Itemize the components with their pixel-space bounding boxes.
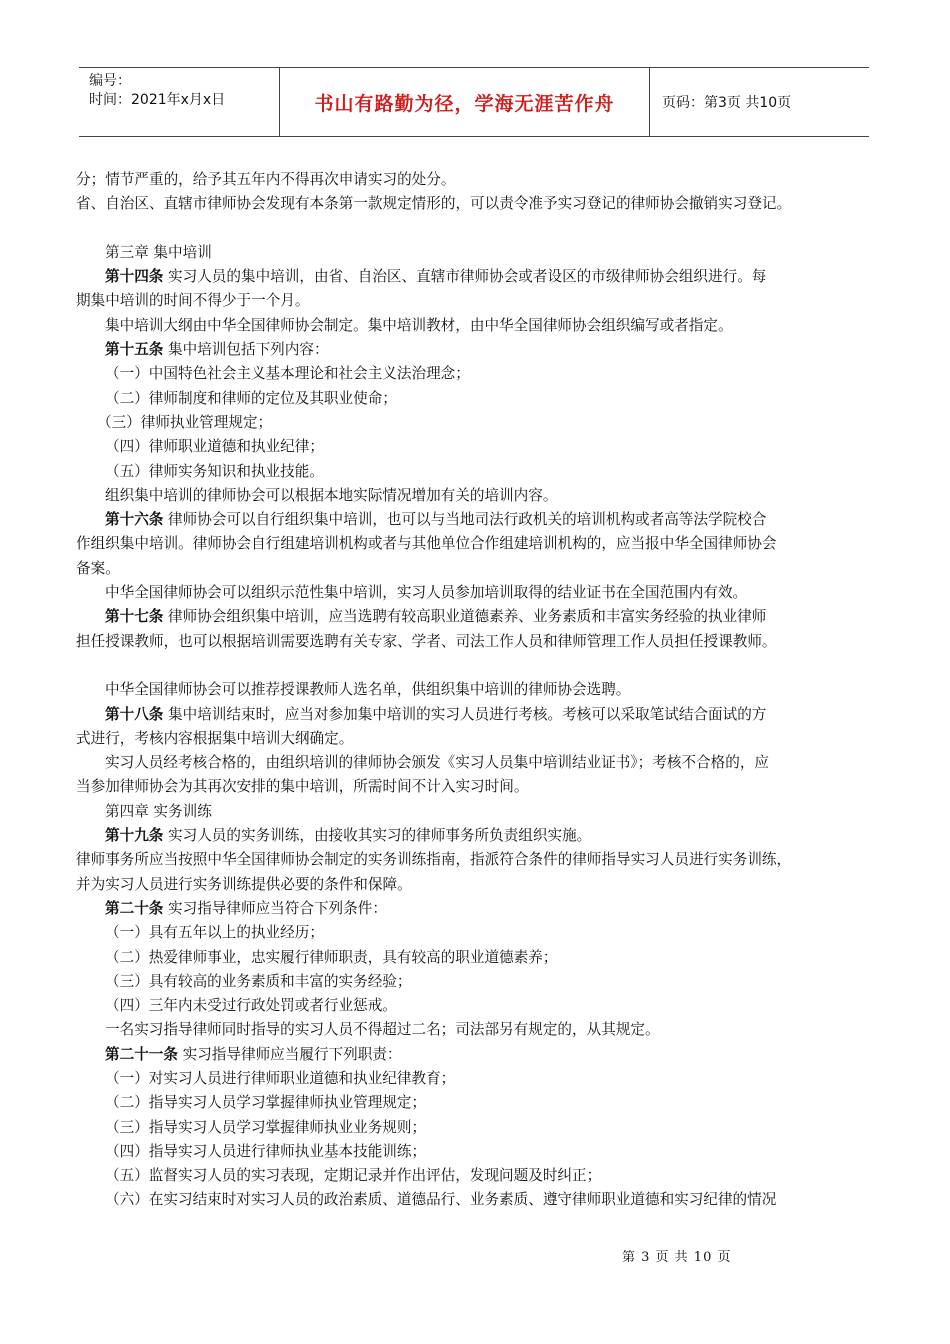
paragraph-line [76, 192, 882, 216]
paragraph-line [76, 848, 882, 872]
paragraph-line [76, 800, 882, 824]
paragraph-line [76, 289, 882, 313]
paragraph-line [76, 581, 882, 605]
header-left-cell [79, 68, 280, 136]
paragraph-line [76, 1043, 882, 1067]
line-text: （六）在实习结束时对实习人员的政治素质、道德品行、业务素质、遵守律师职业道德和实习纪律的情况 [105, 1191, 777, 1209]
line-text: 分；情节严重的，给予其五年内不得再次申请实习的处分。 [76, 171, 456, 188]
paragraph-line [76, 970, 882, 994]
document-time-label: 时间：2021年x月x日 [89, 92, 226, 108]
line-text: 实习人员的集中培训，由省、自治区、直辖市律师协会或者设区的市级律师协会组织进行。每 [163, 268, 767, 286]
paragraph-line [76, 727, 882, 751]
paragraph-line [76, 435, 882, 459]
blank-line [76, 217, 882, 241]
paragraph-line [76, 1116, 882, 1140]
line-text: 作组织集中培训。律师协会自行组建培训机构或者与其他单位合作组建培训机构的，应当报中华全国律师协会 [76, 535, 777, 553]
document-number-label: 编号： [89, 73, 131, 89]
line-text: （三）指导实习人员学习掌握律师执业业务规则； [105, 1118, 427, 1136]
line-text: 当参加律师协会为其再次安排的集中培训，所需时间不计入实习时间。 [76, 778, 529, 796]
line-text: 律师协会可以自行组织集中培训，也可以与当地司法行政机关的培训机构或者高等法学院校合 [163, 511, 767, 529]
paragraph-line [76, 678, 882, 702]
paragraph-line [76, 1164, 882, 1188]
paragraph-line [76, 532, 882, 556]
line-text: 一名实习指导律师同时指导的实习人员不得超过二名；司法部另有规定的，从其规定。 [105, 1021, 660, 1039]
article-number: 第十九条 [105, 827, 164, 845]
line-text: （三）具有较高的业务素质和丰富的实务经验； [105, 972, 412, 990]
paragraph-line [76, 703, 882, 727]
article-number: 第十七条 [105, 608, 164, 626]
line-text: 实习人员经考核合格的，由组织培训的律师协会颁发《实习人员集中培训结业证书》；考核不合格的，应 [105, 754, 770, 772]
line-text: （四）三年内未受过行政处罚或者行业惩戒。 [105, 997, 397, 1015]
article-number: 第十八条 [105, 705, 164, 723]
line-text: （一）具有五年以上的执业经历； [105, 924, 324, 942]
paragraph-line [76, 946, 882, 970]
paragraph-line [76, 265, 882, 289]
line-text: 第三章 集中培训 [105, 243, 212, 261]
line-text: 律师事务所应当按照中华全国律师协会制定的实务训练指南，指派符合条件的律师指导实习人员进行实务训练， [76, 851, 792, 869]
article-number: 第二十条 [105, 899, 164, 917]
article-number: 第十五条 [105, 341, 164, 359]
header-page-info: 页码：第3页 共10页 [662, 95, 792, 111]
line-text: 省、自治区、直辖市律师协会发现有本条第一款规定情形的，可以责令准予实习登记的律师协会撤销实习登记。 [76, 195, 792, 213]
paragraph-line [76, 873, 882, 897]
line-text: 担任授课教师，也可以根据培训需要选聘有关专家、学者、司法工作人员和律师管理工作人员担任授课教师。 [76, 632, 777, 650]
paragraph-line [76, 411, 882, 435]
blank-line [76, 654, 882, 678]
line-text: （二）热爱律师事业，忠实履行律师职责，具有较高的职业道德素养； [105, 948, 558, 966]
paragraph-line [76, 1018, 882, 1042]
paragraph-line [76, 630, 882, 654]
paragraph-line [76, 508, 882, 532]
paragraph-line [76, 897, 882, 921]
line-text: 第四章 实务训练 [105, 802, 212, 820]
article-number: 第十六条 [105, 511, 164, 529]
paragraph-line [76, 338, 882, 362]
article-number: 第十四条 [105, 268, 164, 286]
paragraph-line [76, 460, 882, 484]
paragraph-line [76, 387, 882, 411]
line-text: 并为实习人员进行实务训练提供必要的条件和保障。 [76, 875, 412, 893]
line-text: 集中培训包括下列内容： [163, 341, 329, 359]
line-text: 中华全国律师协会可以推荐授课教师人选名单，供组织集中培训的律师协会选聘。 [105, 681, 631, 699]
header-motto: 书山有路勤为径，学海无涯苦作舟 [280, 68, 650, 136]
paragraph-line [76, 775, 882, 799]
line-text: 中华全国律师协会可以组织示范性集中培训，实习人员参加培训取得的结业证书在全国范围内有效。 [105, 584, 748, 602]
line-text: （五）监督实习人员的实习表现，定期记录并作出评估，发现问题及时纠正； [105, 1167, 602, 1185]
paragraph-line [76, 751, 882, 775]
paragraph-line [76, 557, 882, 581]
line-text: 集中培训大纲由中华全国律师协会制定。集中培训教材，由中华全国律师协会组织编写或者指定。 [105, 316, 733, 334]
line-text: （四）律师职业道德和执业纪律； [105, 438, 324, 456]
paragraph-line [76, 1188, 882, 1212]
line-text: 实习指导律师应当履行下列职责： [177, 1045, 402, 1063]
page-header [79, 67, 869, 137]
paragraph-line [76, 362, 882, 386]
paragraph-line [76, 241, 882, 265]
paragraph-line [76, 994, 882, 1018]
document-body [76, 168, 882, 1213]
line-text: （二）律师制度和律师的定位及其职业使命； [105, 389, 397, 407]
line-text: （三）律师执业管理规定； [97, 413, 273, 431]
line-text: 组织集中培训的律师协会可以根据本地实际情况增加有关的培训内容。 [105, 486, 558, 504]
line-text: （五）律师实务知识和执业技能。 [105, 462, 324, 480]
line-text: （一）对实习人员进行律师职业道德和执业纪律教育； [105, 1069, 456, 1087]
line-text: （一）中国特色社会主义基本理论和社会主义法治理念； [105, 365, 470, 383]
line-text: 备案。 [76, 559, 120, 577]
line-text: （四）指导实习人员进行律师执业基本技能训练； [105, 1142, 427, 1160]
article-number: 第二十一条 [105, 1045, 178, 1063]
paragraph-line [76, 921, 882, 945]
paragraph-line [76, 1067, 882, 1091]
paragraph-line [76, 1091, 882, 1115]
paragraph-line [76, 314, 882, 338]
line-text: 实习人员的实务训练，由接收其实习的律师事务所负责组织实施。 [163, 827, 592, 845]
line-text: 实习指导律师应当符合下列条件： [163, 899, 387, 917]
paragraph-line [76, 484, 882, 508]
paragraph-line [76, 824, 882, 848]
line-text: 律师协会组织集中培训，应当选聘有较高职业道德素养、业务素质和丰富实务经验的执业律师 [163, 608, 767, 626]
line-text: 式进行，考核内容根据集中培训大纲确定。 [76, 729, 354, 747]
line-text: （二）指导实习人员学习掌握律师执业管理规定； [105, 1094, 427, 1112]
paragraph-line [76, 1140, 882, 1164]
paragraph-line [76, 168, 882, 192]
paragraph-line [76, 605, 882, 629]
line-text: 集中培训结束时，应当对参加集中培训的实习人员进行考核。考核可以采取笔试结合面试的方 [163, 705, 767, 723]
line-text: 期集中培训的时间不得少于一个月。 [76, 292, 310, 310]
page-footer: 第 3 页 共 10 页 [622, 1250, 732, 1265]
